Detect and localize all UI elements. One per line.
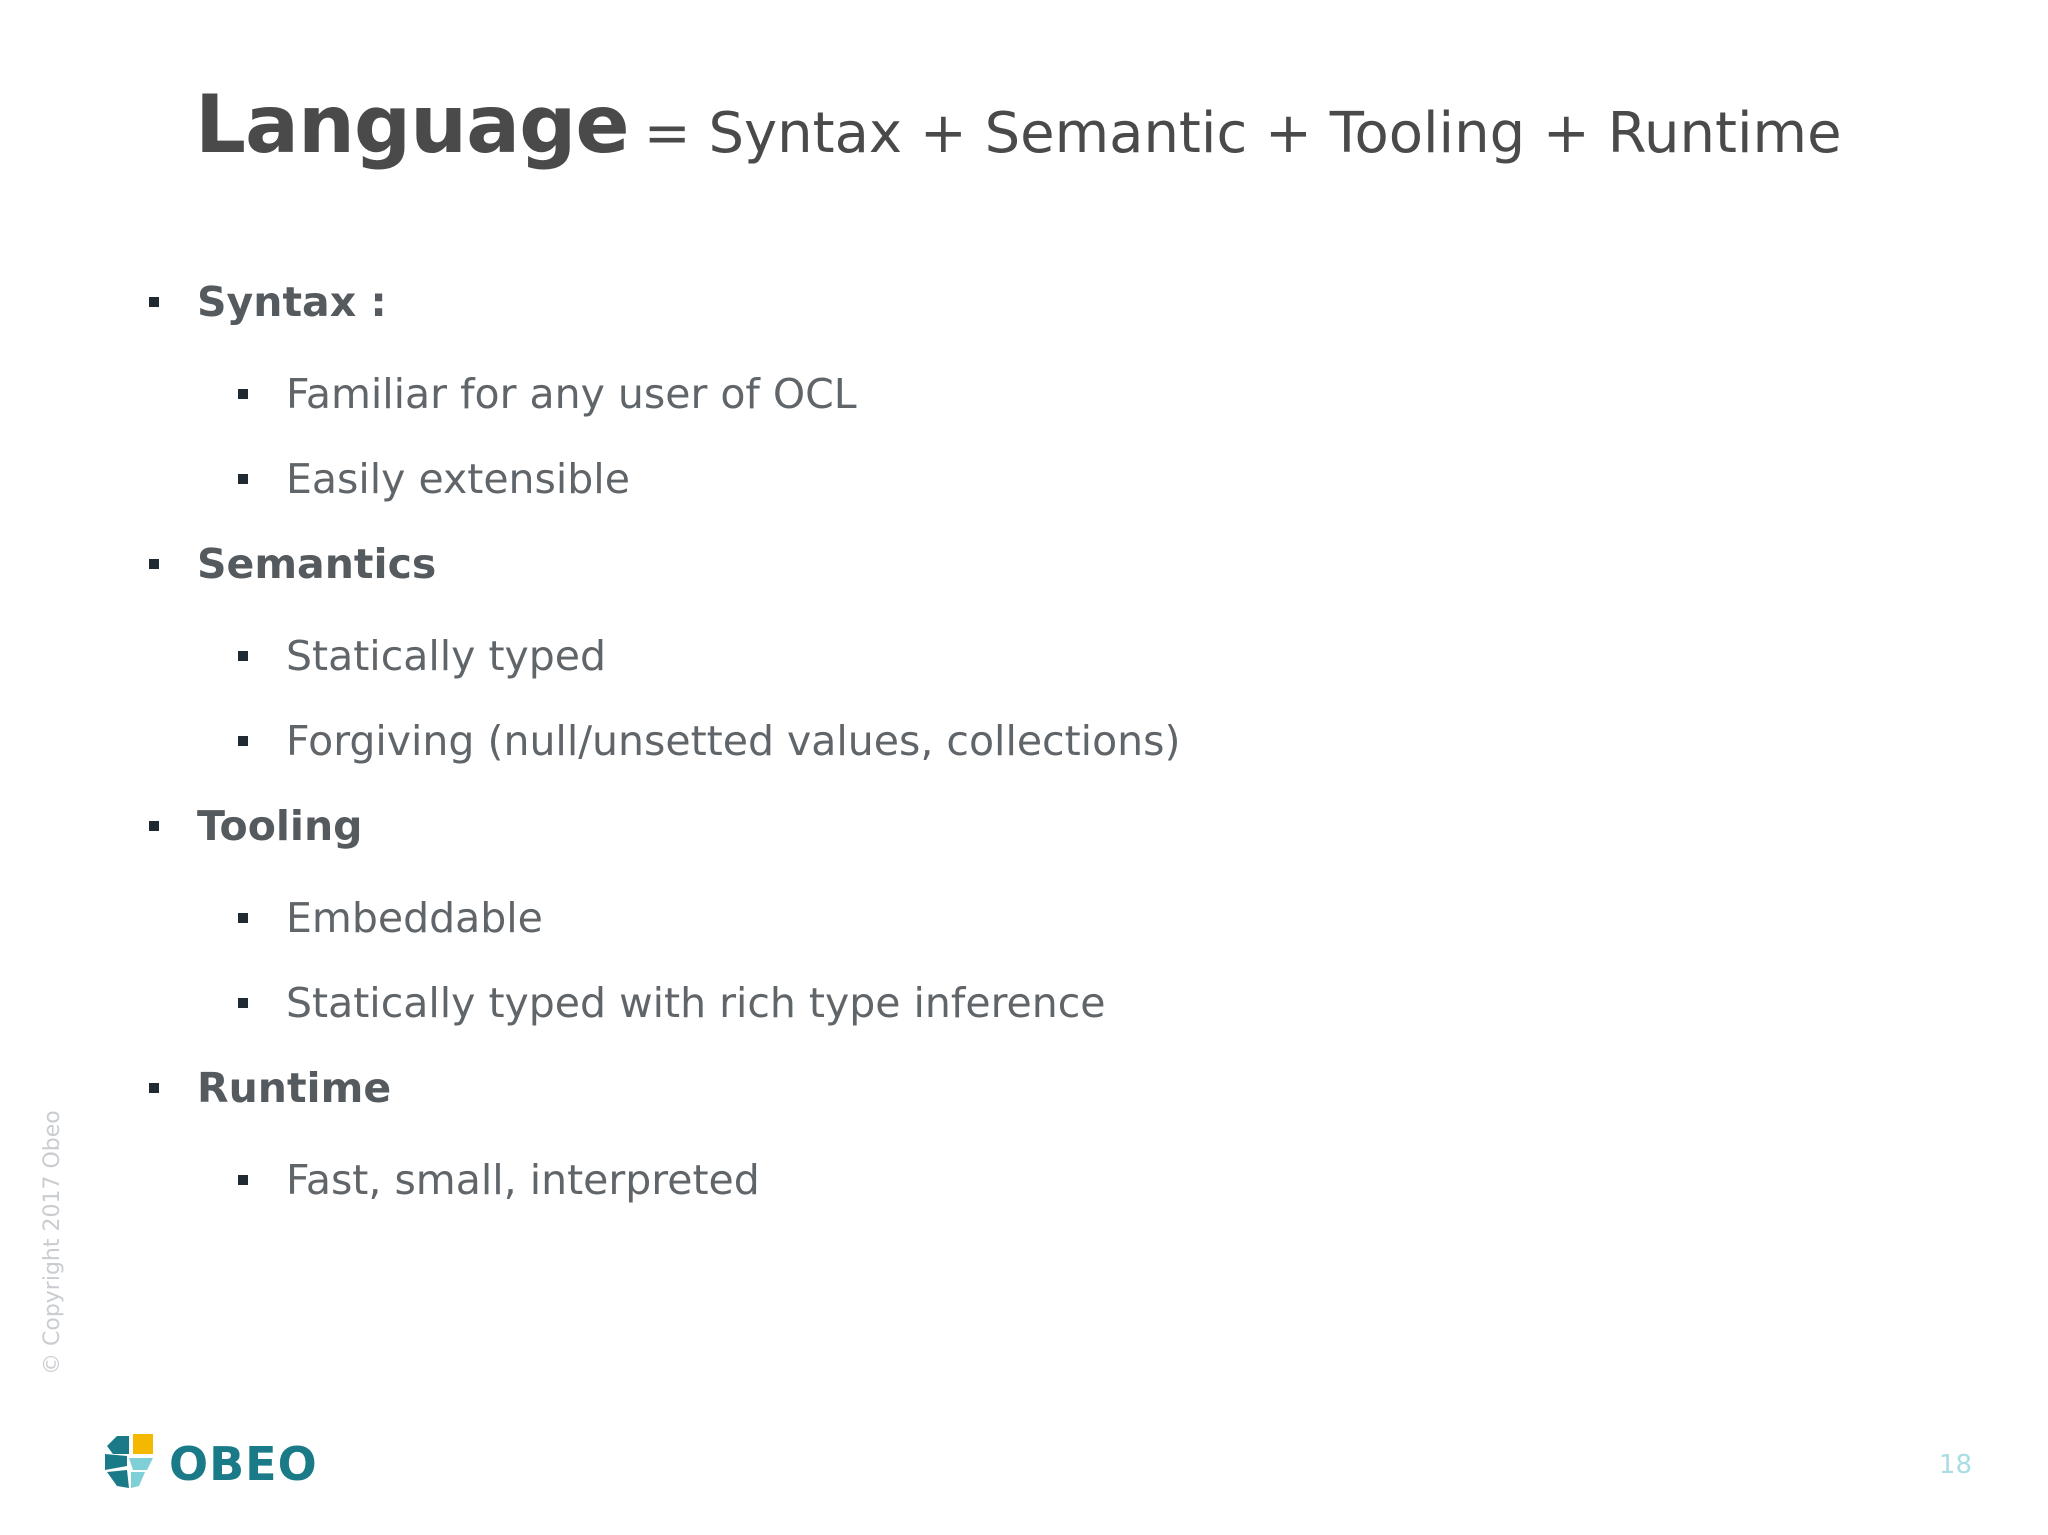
square-bullet-icon: [149, 297, 159, 307]
page-number: 18: [1938, 1450, 1972, 1480]
copyright-text: © Copyright 2017 Obeo: [40, 1110, 65, 1375]
title-rest: = Syntax + Semantic + Tooling + Runtime: [643, 101, 1842, 166]
list-item: [238, 979, 1106, 1027]
section-heading: Tooling: [197, 802, 363, 850]
item-label: Forgiving (null/unsetted values, collections): [286, 717, 1181, 765]
list-item: [238, 455, 630, 503]
list-item-runtime: [149, 1064, 391, 1112]
list-item-syntax: [149, 278, 387, 326]
list-item: [238, 1156, 760, 1204]
square-bullet-icon: [238, 1175, 248, 1185]
item-label: Fast, small, interpreted: [286, 1156, 760, 1204]
list-item: [238, 370, 857, 418]
square-bullet-icon: [238, 389, 248, 399]
section-heading: Syntax :: [197, 278, 387, 326]
list-item: [238, 717, 1181, 765]
square-bullet-icon: [238, 998, 248, 1008]
list-item-tooling: [149, 802, 363, 850]
obeo-logo: [103, 1432, 318, 1495]
square-bullet-icon: [149, 559, 159, 569]
list-item-semantics: [149, 540, 436, 588]
square-bullet-icon: [238, 474, 248, 484]
square-bullet-icon: [238, 651, 248, 661]
square-bullet-icon: [149, 821, 159, 831]
square-bullet-icon: [238, 913, 248, 923]
square-bullet-icon: [238, 736, 248, 746]
obeo-logo-icon: [103, 1432, 159, 1495]
list-item: [238, 632, 606, 680]
item-label: Easily extensible: [286, 455, 630, 503]
section-heading: Runtime: [197, 1064, 392, 1112]
item-label: Embeddable: [286, 894, 543, 942]
square-bullet-icon: [149, 1083, 159, 1093]
logo-text: OBEO: [169, 1436, 318, 1491]
title-main: Language: [195, 78, 629, 171]
item-label: Familiar for any user of OCL: [286, 370, 857, 418]
item-label: Statically typed with rich type inference: [286, 979, 1106, 1027]
section-heading: Semantics: [197, 540, 437, 588]
slide-title: [195, 78, 1842, 171]
item-label: Statically typed: [286, 632, 607, 680]
list-item: [238, 894, 543, 942]
